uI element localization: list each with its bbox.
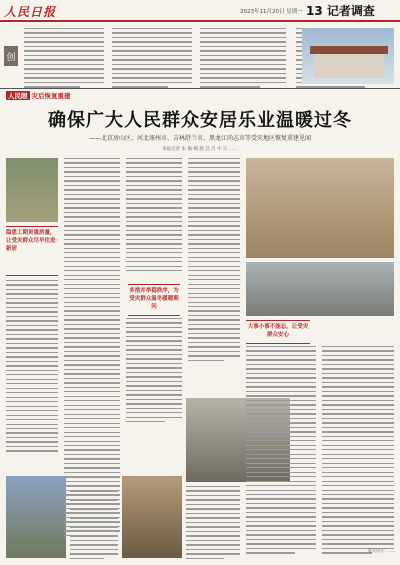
body-col-2 bbox=[64, 158, 120, 536]
body-col-bottom-1 bbox=[70, 486, 118, 559]
credits: 版式设计：…… bbox=[368, 548, 396, 553]
section-tag bbox=[6, 91, 71, 100]
section-tag-label: 人民眼 bbox=[8, 92, 28, 100]
photo-house-top-right bbox=[302, 28, 394, 84]
photo-left-top bbox=[6, 158, 58, 222]
issue-date: 2023年11月20日 星期一 bbox=[240, 9, 303, 15]
callout-left bbox=[6, 226, 58, 276]
body-col-4 bbox=[188, 158, 240, 361]
callout-middle bbox=[128, 284, 180, 316]
photo-right-field bbox=[246, 158, 394, 258]
body-col-5 bbox=[246, 346, 316, 554]
callout-right-title: 大事小事不能忘，让受灾群众安心 bbox=[247, 324, 309, 338]
callout-left-title: 隐患工期更重质量，让受灾群众尽早住进新居 bbox=[6, 230, 56, 252]
body-col-6 bbox=[322, 346, 394, 554]
quote-badge: 创 bbox=[4, 46, 18, 66]
body-col-bottom-2 bbox=[186, 486, 240, 559]
subheadline: ——北京房山区、河北涿州市、吉林舒兰市、黑龙江尚志市等受灾地区恢复重建见闻 bbox=[88, 135, 311, 142]
photo-bottom-center bbox=[122, 476, 182, 558]
top-text-col-2 bbox=[112, 28, 192, 88]
body-col-3 bbox=[126, 158, 182, 271]
body-col-1 bbox=[6, 280, 58, 452]
top-text-col-3 bbox=[200, 28, 286, 88]
masthead-rule bbox=[0, 20, 400, 22]
callout-middle-title: 多措并举稳秩序，为受灾群众温冬暖暖期问 bbox=[129, 288, 179, 310]
byline: 本报记者 朱 佩 娴 施 芸 吕 中 正 …… bbox=[162, 147, 238, 152]
section-topic: 灾后恢复重建 bbox=[31, 92, 71, 100]
photo-left-bottom bbox=[6, 476, 66, 558]
body-col-3-lower bbox=[126, 318, 182, 422]
headline: 确保广大人民群众安居乐业温暖过冬 bbox=[48, 110, 352, 131]
newspaper-logo: 人民日报 bbox=[4, 4, 57, 19]
section-divider bbox=[0, 88, 400, 89]
page-section-title: 13 记者调查 bbox=[306, 4, 375, 18]
photo-right-street bbox=[246, 262, 394, 316]
top-text-col-1 bbox=[24, 28, 104, 88]
callout-right bbox=[246, 320, 310, 344]
